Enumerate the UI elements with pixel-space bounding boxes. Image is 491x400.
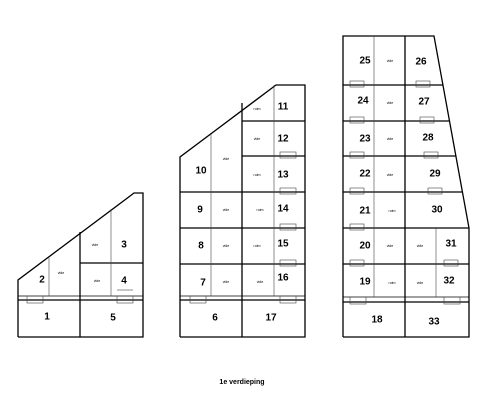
unit-17: 17 — [265, 312, 277, 324]
door-12 — [280, 152, 296, 158]
unit-24: 24 — [357, 95, 369, 107]
unit-1: 1 — [44, 311, 50, 323]
block-a — [18, 193, 143, 337]
unit-15: 15 — [277, 238, 289, 250]
door-28 — [424, 152, 438, 158]
unit-32: 32 — [443, 275, 455, 287]
space-tag: vide — [93, 278, 101, 283]
unit-16: 16 — [277, 272, 289, 284]
space-tag: vide — [222, 243, 230, 248]
door-13 — [280, 188, 296, 194]
space-tag: vide — [253, 136, 261, 141]
unit-30: 30 — [431, 204, 443, 216]
unit-12: 12 — [277, 133, 289, 145]
space-tag: ruim — [253, 243, 261, 248]
unit-26: 26 — [415, 56, 427, 68]
unit-29: 29 — [429, 168, 441, 180]
space-tag: vide — [57, 270, 65, 275]
unit-13: 13 — [277, 169, 289, 181]
space-tag: vide — [416, 280, 424, 285]
door-25 — [350, 81, 364, 87]
door-21 — [350, 224, 364, 230]
door-26 — [416, 81, 430, 87]
door-20 — [350, 260, 364, 266]
space-tag: vide — [386, 172, 394, 177]
unit-25: 25 — [359, 55, 371, 67]
unit-33: 33 — [428, 316, 440, 328]
door-22 — [350, 188, 364, 194]
space-tag: vide — [222, 156, 230, 161]
door-24 — [350, 117, 364, 123]
unit-18: 18 — [371, 314, 383, 326]
unit-2: 2 — [39, 274, 45, 286]
unit-22: 22 — [359, 168, 371, 180]
unit-4: 4 — [121, 275, 127, 287]
door-32 — [444, 297, 460, 304]
space-tag: vide — [256, 279, 264, 284]
space-tag: vide — [416, 243, 424, 248]
unit-21: 21 — [359, 205, 371, 217]
block-c — [343, 36, 469, 337]
unit-5: 5 — [110, 312, 116, 324]
unit-31: 31 — [445, 238, 457, 250]
space-tag: ruim — [388, 280, 396, 285]
unit-8: 8 — [198, 240, 204, 252]
door-31 — [444, 260, 458, 266]
space-tag: vide — [386, 58, 394, 63]
space-tag: vide — [222, 207, 230, 212]
door-15 — [280, 260, 296, 266]
unit-7: 7 — [200, 277, 206, 289]
unit-19: 19 — [359, 276, 371, 288]
unit-3: 3 — [121, 239, 127, 251]
space-tag: vide — [91, 242, 99, 247]
unit-10: 10 — [195, 165, 207, 177]
door-23 — [350, 152, 364, 158]
door-27 — [420, 117, 434, 123]
space-tag: ruim — [256, 207, 264, 212]
unit-28: 28 — [422, 132, 434, 144]
door-29 — [428, 188, 442, 194]
unit-20: 20 — [359, 240, 371, 252]
space-tag: vide — [222, 279, 230, 284]
space-tag: ruim — [253, 106, 261, 111]
space-tag: vide — [386, 243, 394, 248]
unit-9: 9 — [197, 204, 203, 216]
space-tag: ruim — [388, 208, 396, 213]
door-19 — [350, 297, 366, 304]
unit-11: 11 — [277, 101, 289, 113]
floor-caption: 1e verdieping — [219, 378, 265, 386]
door-14 — [280, 224, 296, 230]
space-tag: vide — [386, 100, 394, 105]
space-tag: ruim — [253, 172, 261, 177]
unit-6: 6 — [212, 312, 218, 324]
unit-27: 27 — [418, 96, 430, 108]
unit-14: 14 — [277, 203, 289, 215]
unit-23: 23 — [359, 133, 371, 145]
space-tag: vide — [386, 136, 394, 141]
